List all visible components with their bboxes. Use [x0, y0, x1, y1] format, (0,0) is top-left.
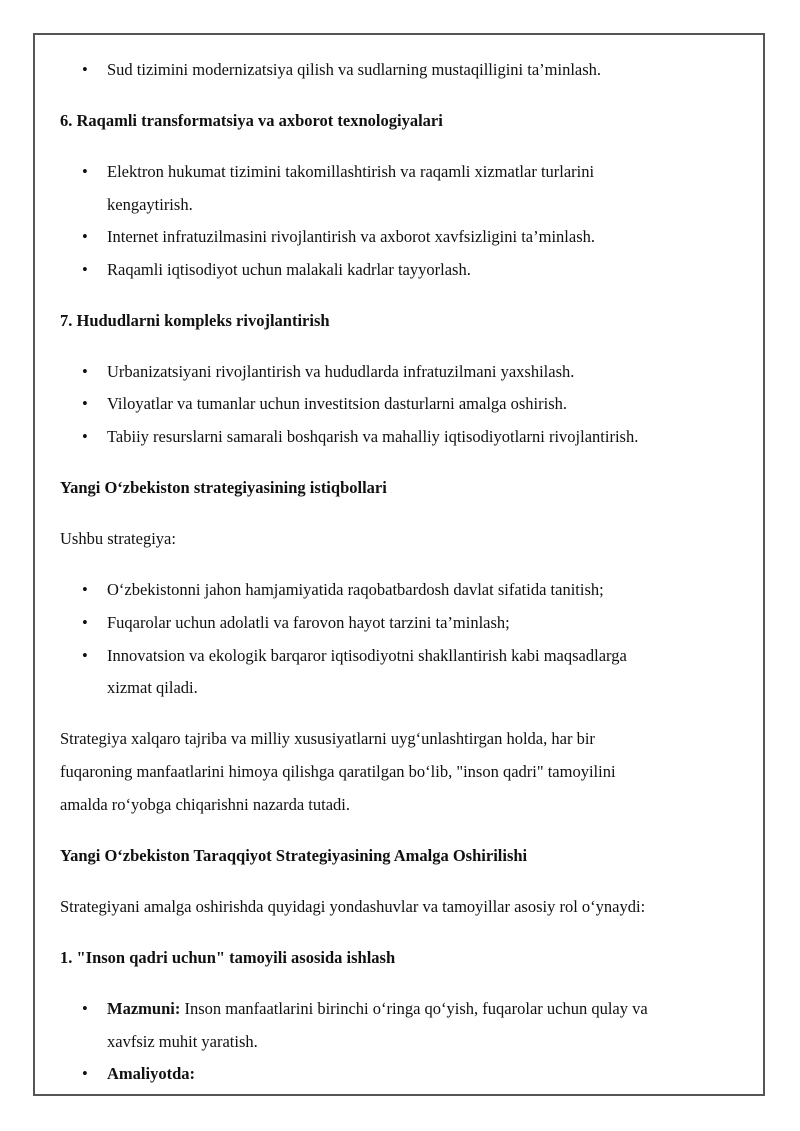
list-item: Urbanizatsiyani rivojlantirish va hududlarda infratuzilmani yaxshilash.: [107, 362, 575, 381]
list-item: Innovatsion va ekologik barqaror iqtisodiyotni shakllantirish kabi maqsadlarga: [107, 646, 627, 665]
bullet-marker: •: [82, 60, 88, 79]
list-item: Elektron hukumat tizimini takomillashtirish va raqamli xizmatlar turlarini: [107, 162, 595, 181]
bullet-marker: •: [82, 580, 88, 599]
bullet-marker: •: [82, 646, 88, 665]
list-item: Raqamli iqtisodiyot uchun malakali kadrlar tayyorlash.: [107, 260, 471, 279]
paragraph-line: amalda ro‘yobga chiqarishni nazarda tutadi.: [60, 795, 351, 814]
bullet-marker: •: [82, 613, 88, 632]
bullet-marker: •: [82, 362, 88, 381]
section-heading: 7. Hududlarni kompleks rivojlantirish: [60, 311, 330, 330]
bullet-marker: •: [82, 999, 88, 1018]
bullet-marker: •: [82, 1064, 88, 1083]
paragraph: Ushbu strategiya:: [60, 529, 176, 548]
page-frame: [33, 33, 765, 1096]
list-item: [107, 999, 648, 1019]
list-item-continuation: kengaytirish.: [107, 195, 193, 214]
section-heading: Yangi O‘zbekiston Taraqqiyot Strategiyasining Amalga Oshirilishi: [60, 846, 528, 865]
paragraph: Strategiyani amalga oshirishda quyidagi yondashuvlar va tamoyillar asosiy rol o‘ynaydi:: [60, 897, 646, 916]
bullet-marker: •: [82, 162, 88, 181]
section-heading: Yangi O‘zbekiston strategiyasining istiqbollari: [60, 478, 387, 497]
list-item-label: Mazmuni:: [107, 999, 181, 1018]
section-heading: 6. Raqamli transformatsiya va axborot texnologiyalari: [60, 111, 443, 130]
list-item: Fuqarolar uchun adolatli va farovon hayot tarzini ta’minlash;: [107, 613, 510, 632]
paragraph: Strategiya xalqaro tajriba va milliy xususiyatlarni uyg‘unlashtirgan holda, har bir: [60, 729, 595, 748]
list-item: Sud tizimini modernizatsiya qilish va sudlarning mustaqilligini ta’minlash.: [107, 60, 602, 79]
bullet-marker: •: [82, 227, 88, 246]
list-item-continuation: xizmat qiladi.: [107, 678, 198, 697]
list-item-label: Amaliyotda:: [107, 1064, 195, 1083]
bullet-marker: •: [82, 427, 88, 446]
bullet-marker: •: [82, 394, 88, 413]
list-item: O‘zbekistonni jahon hamjamiyatida raqobatbardosh davlat sifatida tanitish;: [107, 580, 604, 599]
section-heading: 1. "Inson qadri uchun" tamoyili asosida ishlash: [60, 948, 396, 967]
list-item: Viloyatlar va tumanlar uchun investitsion dasturlarni amalga oshirish.: [107, 394, 567, 413]
list-item-text: Inson manfaatlarini birinchi o‘ringa qo‘yish, fuqarolar uchun qulay va: [180, 999, 648, 1018]
list-item: Internet infratuzilmasini rivojlantirish va axborot xavfsizligini ta’minlash.: [107, 227, 595, 246]
list-item: Tabiiy resurslarni samarali boshqarish va mahalliy iqtisodiyotlarni rivojlantirish.: [107, 427, 639, 446]
list-item-continuation: xavfsiz muhit yaratish.: [107, 1032, 258, 1051]
bullet-marker: •: [82, 260, 88, 279]
paragraph-line: fuqaroning manfaatlarini himoya qilishga qaratilgan bo‘lib, "inson qadri" tamoyilini: [60, 762, 616, 781]
